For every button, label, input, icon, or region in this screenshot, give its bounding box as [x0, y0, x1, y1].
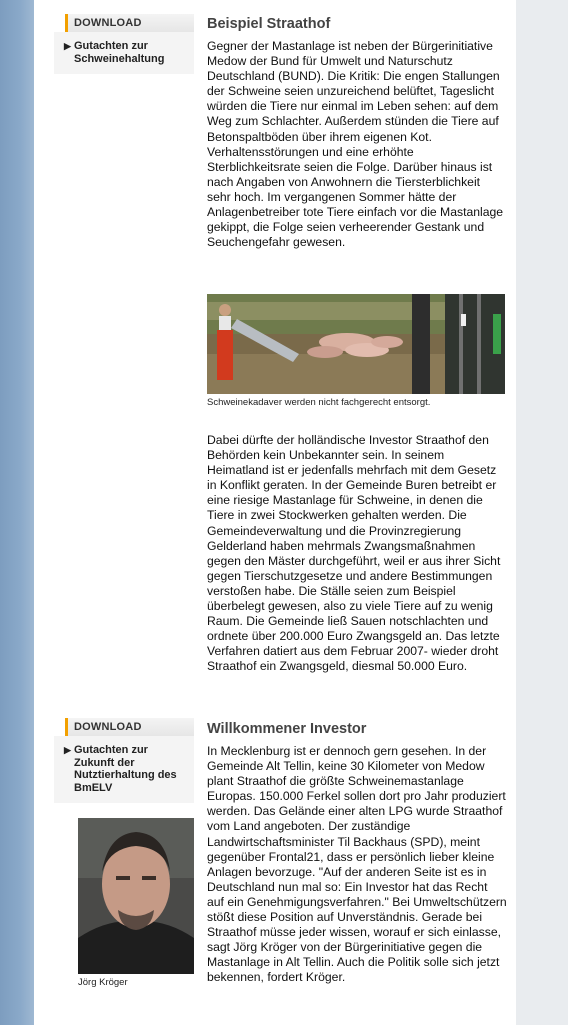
portrait-photo	[78, 818, 194, 974]
article-continuation	[207, 433, 507, 675]
article-willkommener-investor	[207, 720, 507, 986]
triangle-right-icon: ▶	[64, 41, 71, 51]
left-rail	[0, 0, 34, 1025]
article-paragraph: Dabei dürfte der holländische Investor Straathof den Behörden kein Unbekannter sein. In seinem Heimatland ist er jedenfalls mehrfach mit dem Gesetz in Konflikt geraten. In der Gemeinde Buren betreibt er eine riesige Mastanlage für Schweine, in denen die Tiere in zwei Stockwerken gehalten werden. Die Gemeindeverwaltung und die Provinzregierung Gelderland haben mehrmals Zwangsmaßnahmen gegen den Mäster durchgeführt, weil er aus ihrer Sicht gegen Tierschutzgesetze und andere Bestimmungen verstoßen habe. Die Ställe seien zum Beispiel überbelegt gewesen, also zu viele Tiere auf zu wenig Raum. Die Gemeinde ließ Sauen notschlachten und ordnete über 200.000 Euro Zwangsgeld an. Das letzte Verfahren datiert aus dem Februar 2007- wieder droht Straathof ein Zwangsgeld, diesmal 50.000 Euro.	[207, 433, 501, 674]
article-title: Beispiel Straathof	[207, 16, 331, 32]
article-paragraph: Gegner der Mastanlage ist neben der Bürgerinitiative Medow der Bund für Umwelt und Naturschutz Deutschland (BUND). Die Kritik: Die engen Stallungen der Schweine seien unzureichend belüftet, Tageslicht würden die Tiere nur einmal im Leben sehen: auf dem Weg zum Schlachter. Außerdem stünden die Tiere auf Betonspaltböden über ihrem eigenen Kot. Verhaltensstörungen und eine erhöhte Sterblichkeitsrate seien die Folge. Darüber hinaus ist nach Angaben von Anwohnern die Tiersterblichkeit sehr hoch. Im vergangenen Sommer hätte der Anlagenbetreiber tote Tiere einfach vor die Mastanlage gekippt, die Folge seien verheerender Gestank und Seuchengefahr gewesen.	[207, 39, 504, 250]
article-title: Willkommener Investor	[207, 721, 367, 737]
download-box-1	[54, 12, 194, 74]
right-rail	[516, 0, 568, 1025]
article-beispiel-straathof	[207, 15, 507, 250]
download-box-2	[54, 716, 194, 803]
photo-caption: Schweinekadaver werden nicht fachgerecht entsorgt.	[207, 397, 431, 408]
download-link-label: Gutachten zur Schweinehaltung	[74, 40, 165, 65]
article-paragraph: In Mecklenburg ist er dennoch gern gesehen. In der Gemeinde Alt Tellin, keine 30 Kilometer von Medow plant Straathof die größte Schweinemastanlage Europas. 150.000 Ferkel sollen dort pro Jahr produziert werden. Das Gelände einer alten LPG wurde Straathof vom Land angeboten. Der zuständige Landwirtschaftsminister Til Backhaus (SPD), meint gegenüber Frontal21, dass er persönlich lieber kleine Anlagen bevorzuge. "Auf der anderen Seite ist es in Deutschland nun mal so: Ein Investor hat das Recht auf ein Genehmigungsverfahren." Bei Umweltschützern stößt diese Position auf Unverständnis. Gerade bei Straathof müsse jeder wissen, worauf er sich einlasse, sagt Jörg Kröger von der Bürgerinitiative gegen die Mastanlage in Alt Tellin. Auch die Politik solle sich jetzt bekennen, fordert Kröger.	[207, 744, 507, 985]
download-header: DOWNLOAD	[65, 14, 194, 32]
download-body	[54, 32, 194, 74]
download-link-label: Gutachten zur Zukunft der Nutztierhaltung des BmELV	[74, 744, 177, 794]
download-link-nutztierhaltung[interactable]	[64, 744, 188, 794]
pig-carcasses-image	[207, 294, 505, 394]
portrait-image	[78, 818, 194, 974]
pig-carcasses-photo	[207, 294, 505, 394]
triangle-right-icon: ▶	[64, 745, 71, 755]
download-header-wrap	[54, 12, 194, 32]
download-header: DOWNLOAD	[65, 718, 194, 736]
download-body	[54, 736, 194, 803]
portrait-caption: Jörg Kröger	[78, 977, 128, 988]
content-column	[34, 0, 516, 1025]
download-link-schweinehaltung[interactable]	[64, 40, 188, 65]
download-header-wrap	[54, 716, 194, 736]
